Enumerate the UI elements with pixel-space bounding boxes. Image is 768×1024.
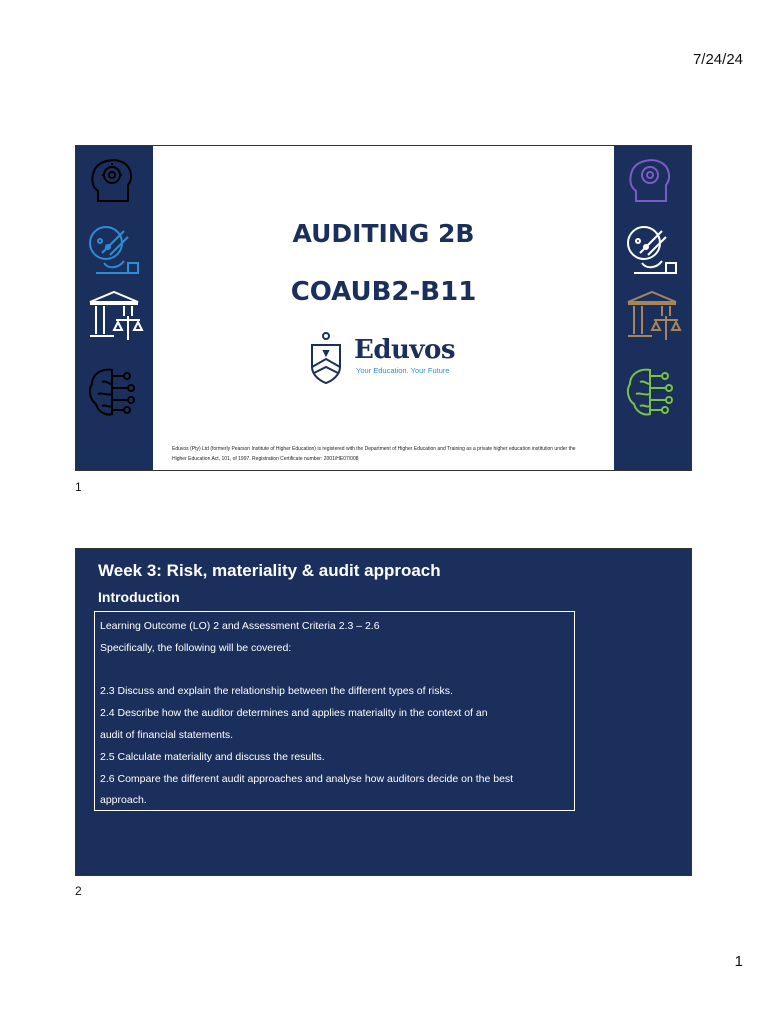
- slide-number-2: 2: [75, 884, 82, 898]
- microscope-icon: [84, 219, 144, 279]
- course-code: COAUB2-B11: [290, 277, 477, 307]
- slide-2: [75, 548, 692, 876]
- page-number: 1: [734, 953, 743, 970]
- logo-wordmark: Eduvos: [354, 335, 455, 365]
- shield-crest-icon: [308, 331, 344, 385]
- microscope-icon: [622, 219, 682, 279]
- outcome-line: 2.3 Discuss and explain the relationship between the different types of risks.: [100, 685, 453, 698]
- print-date: 7/24/24: [692, 51, 743, 68]
- logo-tagline: Your Education. Your Future: [356, 366, 450, 375]
- brain-circuit-icon: [84, 362, 144, 422]
- head-idea-icon: [622, 151, 682, 211]
- slide-subtitle: Introduction: [98, 589, 180, 605]
- course-title: AUDITING 2B: [292, 219, 475, 248]
- slide-title: Week 3: Risk, materiality & audit approach: [98, 561, 441, 580]
- outcome-line: Specifically, the following will be covered:: [100, 641, 292, 654]
- head-idea-icon: [84, 151, 144, 211]
- outcome-line: 2.6 Compare the different audit approaches and analyse how auditors decide on the best: [100, 772, 514, 785]
- right-icon-panel: [614, 146, 691, 470]
- eduvos-logo: [308, 331, 468, 387]
- learning-outcomes-box: [94, 611, 575, 811]
- left-icon-panel: [76, 146, 153, 470]
- outcome-line: approach.: [100, 794, 147, 807]
- brain-circuit-icon: [622, 362, 682, 422]
- outcome-line: 2.5 Calculate materiality and discuss the results.: [100, 750, 325, 763]
- justice-scales-icon: [84, 286, 144, 346]
- slide-1: [75, 145, 692, 471]
- justice-scales-icon: [622, 286, 682, 346]
- slide-number-1: 1: [75, 480, 82, 494]
- outcome-line: audit of financial statements.: [100, 728, 234, 741]
- outcome-line: [100, 660, 569, 682]
- registration-disclaimer: Eduvos (Pty) Ltd (formerly Pearson Institute of Higher Education) is registered with the Department of Higher Education and Training as a private higher education institution under the Higher Education Act, 101, of 1997. Registration Certificate number: 2001/HE07/008: [172, 446, 576, 462]
- outcome-line: 2.4 Describe how the auditor determines and applies materiality in the context of an: [100, 707, 488, 720]
- outcome-line: Learning Outcome (LO) 2 and Assessment Criteria 2.3 – 2.6: [100, 620, 380, 632]
